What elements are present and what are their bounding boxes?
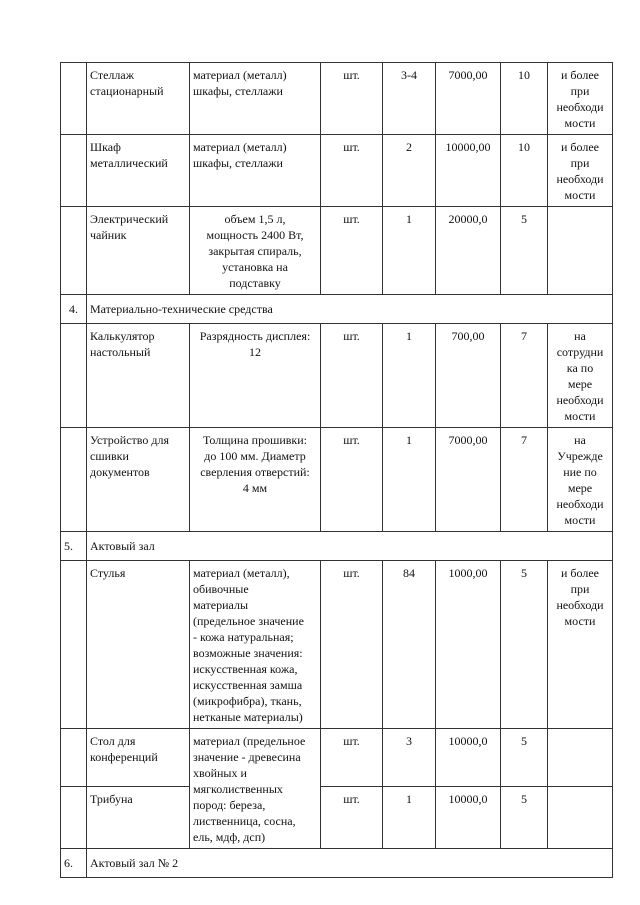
item-unit: шт.	[321, 729, 383, 787]
item-name: Электрический чайник	[87, 207, 190, 295]
item-spec: Толщина прошивки: до 100 мм. Диаметр сверления отверстий: 4 мм	[190, 428, 321, 532]
row-number	[61, 63, 87, 135]
item-quantity: 3-4	[383, 63, 436, 135]
item-note: и более при необходи мости	[548, 135, 613, 207]
row-number	[61, 787, 87, 849]
item-name: Шкаф металлический	[87, 135, 190, 207]
item-note: на Учрежде ние по мере необходи мости	[548, 428, 613, 532]
item-price: 10000,00	[436, 135, 501, 207]
item-name: Стеллаж стационарный	[87, 63, 190, 135]
item-spec: материал (металл) шкафы, стеллажи	[190, 63, 321, 135]
item-quantity: 1	[383, 428, 436, 532]
item-spec: материал (предельное значение - древесина хвойных и мягколиственных пород: береза, лиственница, сосна, ель, мдф, дсп)	[190, 729, 321, 849]
item-unit: шт.	[321, 428, 383, 532]
row-number	[61, 428, 87, 532]
item-unit: шт.	[321, 135, 383, 207]
item-note	[548, 207, 613, 295]
item-quantity: 3	[383, 729, 436, 787]
equipment-table	[60, 62, 613, 878]
item-name: Стол для конференций	[87, 729, 190, 787]
item-service-years: 10	[501, 63, 548, 135]
item-quantity: 2	[383, 135, 436, 207]
item-quantity: 1	[383, 787, 436, 849]
item-unit: шт.	[321, 207, 383, 295]
item-service-years: 5	[501, 729, 548, 787]
item-service-years: 5	[501, 207, 548, 295]
item-spec: объем 1,5 л, мощность 2400 Вт, закрытая спираль, установка на подставку	[190, 207, 321, 295]
item-service-years: 5	[501, 561, 548, 729]
item-price: 10000,0	[436, 729, 501, 787]
table-row	[61, 561, 613, 729]
item-unit: шт.	[321, 561, 383, 729]
row-number	[61, 135, 87, 207]
table-row	[61, 63, 613, 135]
item-unit: шт.	[321, 324, 383, 428]
item-price: 1000,00	[436, 561, 501, 729]
item-note: на сотрудни ка по мере необходи мости	[548, 324, 613, 428]
item-unit: шт.	[321, 787, 383, 849]
item-service-years: 10	[501, 135, 548, 207]
section-number: 5.	[61, 532, 87, 561]
table-row	[61, 428, 613, 532]
item-note: и более при необходи мости	[548, 63, 613, 135]
section-title: Актовый зал № 2	[87, 849, 613, 878]
item-spec: материал (металл) шкафы, стеллажи	[190, 135, 321, 207]
section-row	[61, 849, 613, 878]
table-row	[61, 787, 613, 849]
table-row	[61, 324, 613, 428]
section-number: 6.	[61, 849, 87, 878]
section-number: 4.	[61, 295, 87, 324]
section-row	[61, 295, 613, 324]
item-price: 7000,00	[436, 63, 501, 135]
item-name: Устройство для сшивки документов	[87, 428, 190, 532]
item-quantity: 84	[383, 561, 436, 729]
section-title: Материально-технические средства	[87, 295, 613, 324]
item-name: Трибуна	[87, 787, 190, 849]
section-title: Актовый зал	[87, 532, 613, 561]
item-price: 700,00	[436, 324, 501, 428]
row-number	[61, 207, 87, 295]
item-unit: шт.	[321, 63, 383, 135]
item-spec: Разрядность дисплея: 12	[190, 324, 321, 428]
item-price: 20000,0	[436, 207, 501, 295]
table-row	[61, 729, 613, 787]
row-number	[61, 561, 87, 729]
item-note	[548, 729, 613, 787]
table-row	[61, 135, 613, 207]
item-quantity: 1	[383, 207, 436, 295]
row-number	[61, 324, 87, 428]
item-quantity: 1	[383, 324, 436, 428]
item-note: и более при необходи мости	[548, 561, 613, 729]
item-name: Стулья	[87, 561, 190, 729]
item-name: Калькулятор настольный	[87, 324, 190, 428]
item-service-years: 7	[501, 324, 548, 428]
item-service-years: 7	[501, 428, 548, 532]
item-note	[548, 787, 613, 849]
item-price: 7000,00	[436, 428, 501, 532]
item-price: 10000,0	[436, 787, 501, 849]
row-number	[61, 729, 87, 787]
item-spec: материал (металл), обивочные материалы (предельное значение - кожа натуральная; возможные значения: искусственная кожа, искусственная замша (микрофибра), ткань, нетканые материалы)	[190, 561, 321, 729]
table-row	[61, 207, 613, 295]
item-service-years: 5	[501, 787, 548, 849]
section-row	[61, 532, 613, 561]
